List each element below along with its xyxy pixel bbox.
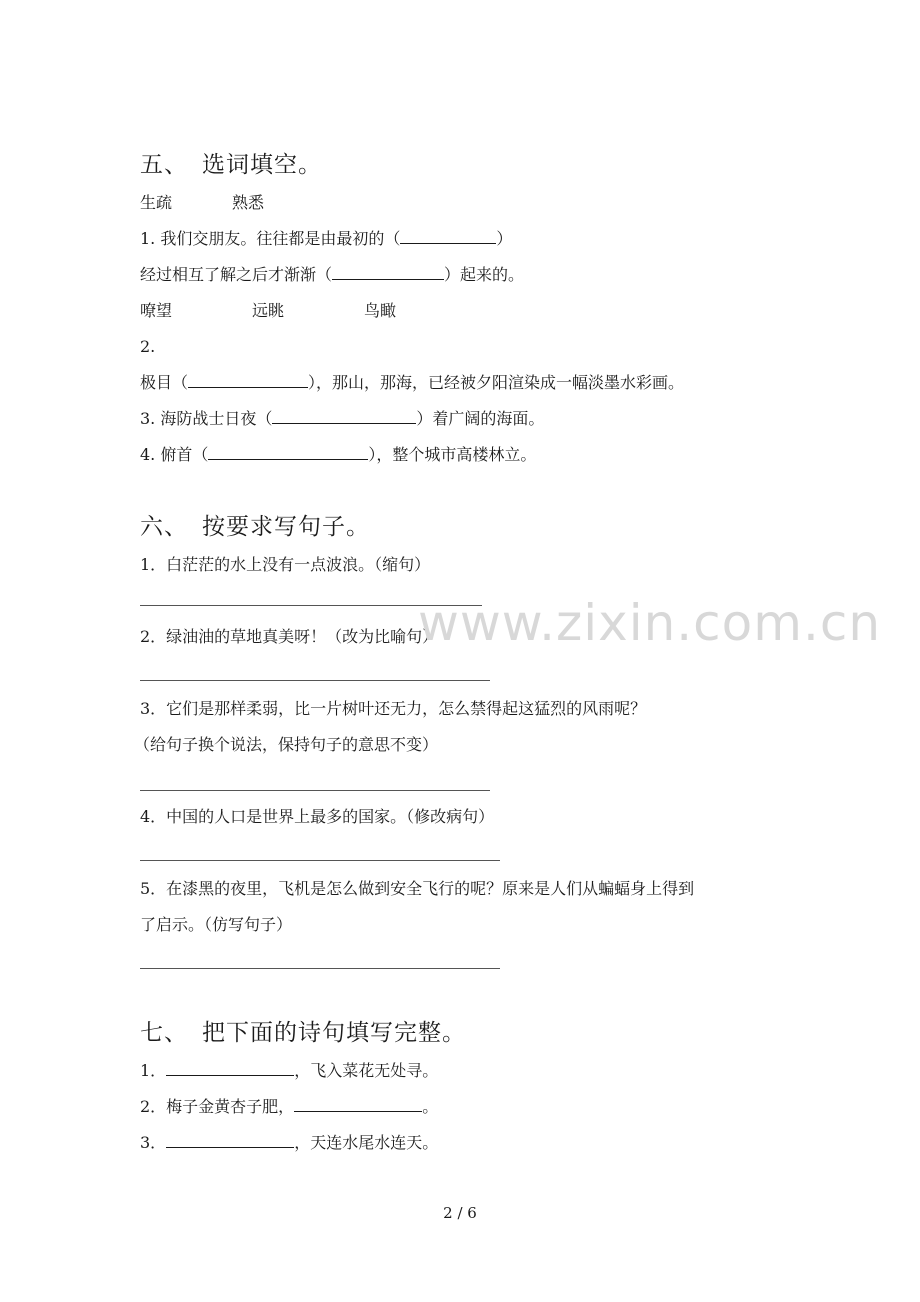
word-choice: 生疏 [140,193,173,212]
question-5-2-number: 2. [140,337,156,356]
question-5-1-line-1 [140,228,512,250]
question-text: ）着广阔的海面。 [416,409,545,428]
word-choice: 鸟瞰 [364,301,397,320]
watermark: www.zixin.com.cn [418,594,882,652]
question-text: 3. 海防战士日夜（ [140,409,273,428]
section-5-heading [140,146,322,179]
answer-blank[interactable] [294,1097,422,1112]
section-5-number: 五、 [140,152,188,178]
question-6-2: 2．绿油油的草地真美呀！（改为比喻句） [140,627,439,646]
question-7-1 [140,1060,438,1082]
question-text: 。 [422,1097,439,1116]
section-5-title: 选词填空。 [202,152,322,178]
answer-blank[interactable] [272,409,416,424]
question-text: 极目（ [140,373,189,392]
section-6-heading [140,508,370,541]
question-5-2 [140,372,684,394]
question-5-4 [140,444,536,466]
section-7-number: 七、 [140,1020,188,1046]
question-text: ，天连水尾水连天。 [294,1133,439,1152]
word-choice: 嘹望 [140,301,173,320]
question-7-2 [140,1096,438,1118]
question-5-1-line-2 [140,264,524,286]
question-text: ，飞入菜花无处寻。 [294,1061,439,1080]
answer-line[interactable] [140,790,490,791]
question-text: 1. 我们交朋友。往往都是由最初的（ [140,229,401,248]
answer-blank[interactable] [188,373,308,388]
question-text: 经过相互了解之后才渐渐（ [140,265,333,284]
word-choice: 远眺 [252,301,285,320]
question-text: ）起来的。 [444,265,525,284]
question-7-3 [140,1132,438,1154]
question-text: 4. 俯首（ [140,445,209,464]
section-6-number: 六、 [140,514,188,540]
question-text: ），那山，那海，已经被夕阳渲染成一幅淡墨水彩画。 [308,373,685,392]
section-7-title: 把下面的诗句填写完整。 [202,1020,466,1046]
question-number: 3． [140,1133,167,1152]
question-number: 1． [140,1061,167,1080]
question-6-4: 4．中国的人口是世界上最多的国家。（修改病句） [140,807,495,826]
question-6-3-line-1: 3．它们是那样柔弱，比一片树叶还无力，怎么禁得起这猛烈的风雨呢？ [140,699,647,718]
question-text: ），整个城市高楼林立。 [368,445,537,464]
question-5-3 [140,408,544,430]
page-number: 2 / 6 [443,1204,477,1222]
word-choices-b [140,300,396,322]
section-7-heading [140,1014,466,1047]
question-text: 2．梅子金黄杏子肥， [140,1097,295,1116]
word-choices-a [140,192,264,214]
question-text: ） [496,229,513,248]
answer-line[interactable] [140,680,490,681]
answer-blank[interactable] [166,1061,294,1076]
answer-line[interactable] [140,860,500,861]
question-6-5-line-1: 5．在漆黑的夜里，飞机是怎么做到安全飞行的呢？原来是人们从蝙蝠身上得到 [140,879,695,898]
section-6-title: 按要求写句子。 [202,514,370,540]
answer-blank[interactable] [208,445,368,460]
question-6-3-line-2: （给句子换个说法，保持句子的意思不变） [134,735,439,754]
answer-blank[interactable] [332,265,444,280]
word-choice: 熟悉 [232,193,265,212]
question-6-1: 1．白茫茫的水上没有一点波浪。（缩句） [140,555,431,574]
answer-line[interactable] [140,968,500,969]
answer-blank[interactable] [400,229,496,244]
question-6-5-line-2: 了启示。（仿写句子） [140,915,293,934]
answer-blank[interactable] [166,1133,294,1148]
